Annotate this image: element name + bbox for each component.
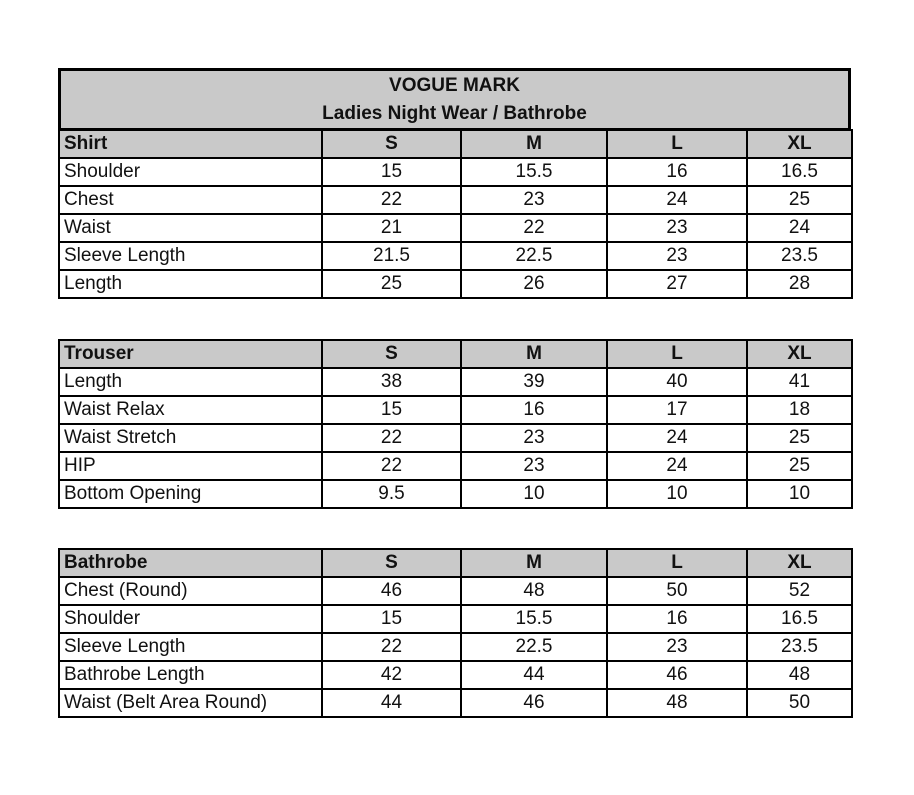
measurement-value: 22.5	[461, 242, 607, 270]
section-title: Trouser	[59, 340, 322, 368]
measurement-value: 16	[607, 605, 747, 633]
measurement-value: 15	[322, 605, 461, 633]
measurement-value: 23	[461, 186, 607, 214]
measurement-label: HIP	[59, 452, 322, 480]
measurement-value: 46	[461, 689, 607, 717]
measurement-value: 24	[607, 452, 747, 480]
size-header: M	[461, 549, 607, 577]
measurement-value: 15	[322, 158, 461, 186]
table-row	[59, 186, 852, 214]
measurement-label: Shoulder	[59, 158, 322, 186]
table-row	[59, 158, 852, 186]
measurement-label: Length	[59, 270, 322, 298]
measurement-value: 16.5	[747, 158, 852, 186]
size-header: S	[322, 130, 461, 158]
measurement-value: 28	[747, 270, 852, 298]
measurement-label: Chest	[59, 186, 322, 214]
measurement-value: 22	[322, 633, 461, 661]
measurement-label: Chest (Round)	[59, 577, 322, 605]
table-row	[59, 396, 852, 424]
brand-title: VOGUE MARK	[389, 74, 520, 96]
measurement-value: 44	[461, 661, 607, 689]
measurement-value: 48	[461, 577, 607, 605]
table-row	[59, 689, 852, 717]
measurement-label: Length	[59, 368, 322, 396]
measurement-value: 25	[747, 452, 852, 480]
measurement-value: 16	[607, 158, 747, 186]
measurement-value: 48	[607, 689, 747, 717]
table-header-row	[59, 130, 852, 158]
measurement-value: 48	[747, 661, 852, 689]
measurement-value: 40	[607, 368, 747, 396]
section-title: Bathrobe	[59, 549, 322, 577]
measurement-value: 21.5	[322, 242, 461, 270]
measurement-label: Sleeve Length	[59, 242, 322, 270]
measurement-value: 38	[322, 368, 461, 396]
measurement-label: Sleeve Length	[59, 633, 322, 661]
measurement-value: 52	[747, 577, 852, 605]
table-row	[59, 368, 852, 396]
table-row	[59, 452, 852, 480]
table-header-row	[59, 549, 852, 577]
measurement-value: 44	[322, 689, 461, 717]
table-row	[59, 480, 852, 508]
measurement-value: 9.5	[322, 480, 461, 508]
measurement-value: 23	[607, 633, 747, 661]
size-header: L	[607, 130, 747, 158]
measurement-value: 42	[322, 661, 461, 689]
measurement-label: Bottom Opening	[59, 480, 322, 508]
size-header: L	[607, 549, 747, 577]
measurement-value: 18	[747, 396, 852, 424]
chart-subtitle: Ladies Night Wear / Bathrobe	[322, 102, 587, 124]
size-header: L	[607, 340, 747, 368]
measurement-label: Shoulder	[59, 605, 322, 633]
table-row	[59, 214, 852, 242]
measurement-value: 50	[747, 689, 852, 717]
measurement-value: 23.5	[747, 242, 852, 270]
measurement-label: Waist (Belt Area Round)	[59, 689, 322, 717]
bathrobe-size-table	[58, 548, 853, 718]
table-row	[59, 242, 852, 270]
title-banner	[58, 68, 851, 131]
table-row	[59, 605, 852, 633]
measurement-value: 15	[322, 396, 461, 424]
size-header: S	[322, 549, 461, 577]
measurement-value: 25	[747, 186, 852, 214]
measurement-value: 22	[322, 424, 461, 452]
measurement-value: 39	[461, 368, 607, 396]
measurement-value: 24	[747, 214, 852, 242]
measurement-value: 21	[322, 214, 461, 242]
measurement-value: 15.5	[461, 605, 607, 633]
measurement-value: 16	[461, 396, 607, 424]
measurement-value: 23	[607, 214, 747, 242]
size-header: XL	[747, 130, 852, 158]
measurement-value: 10	[607, 480, 747, 508]
size-header: M	[461, 340, 607, 368]
measurement-label: Waist	[59, 214, 322, 242]
table-row	[59, 661, 852, 689]
measurement-value: 50	[607, 577, 747, 605]
measurement-value: 27	[607, 270, 747, 298]
size-header: S	[322, 340, 461, 368]
measurement-value: 23	[607, 242, 747, 270]
trouser-size-table	[58, 339, 853, 509]
measurement-value: 46	[322, 577, 461, 605]
measurement-label: Waist Stretch	[59, 424, 322, 452]
size-header: XL	[747, 549, 852, 577]
measurement-value: 24	[607, 186, 747, 214]
section-title: Shirt	[59, 130, 322, 158]
table-row	[59, 577, 852, 605]
measurement-label: Bathrobe Length	[59, 661, 322, 689]
measurement-label: Waist Relax	[59, 396, 322, 424]
measurement-value: 25	[322, 270, 461, 298]
table-row	[59, 424, 852, 452]
measurement-value: 17	[607, 396, 747, 424]
shirt-size-table	[58, 129, 853, 299]
measurement-value: 10	[747, 480, 852, 508]
table-header-row	[59, 340, 852, 368]
measurement-value: 41	[747, 368, 852, 396]
measurement-value: 46	[607, 661, 747, 689]
size-header: XL	[747, 340, 852, 368]
measurement-value: 23	[461, 424, 607, 452]
measurement-value: 23.5	[747, 633, 852, 661]
measurement-value: 24	[607, 424, 747, 452]
measurement-value: 15.5	[461, 158, 607, 186]
table-row	[59, 270, 852, 298]
measurement-value: 22.5	[461, 633, 607, 661]
measurement-value: 22	[322, 186, 461, 214]
measurement-value: 22	[461, 214, 607, 242]
measurement-value: 26	[461, 270, 607, 298]
measurement-value: 16.5	[747, 605, 852, 633]
measurement-value: 25	[747, 424, 852, 452]
table-row	[59, 633, 852, 661]
measurement-value: 10	[461, 480, 607, 508]
measurement-value: 23	[461, 452, 607, 480]
measurement-value: 22	[322, 452, 461, 480]
size-header: M	[461, 130, 607, 158]
